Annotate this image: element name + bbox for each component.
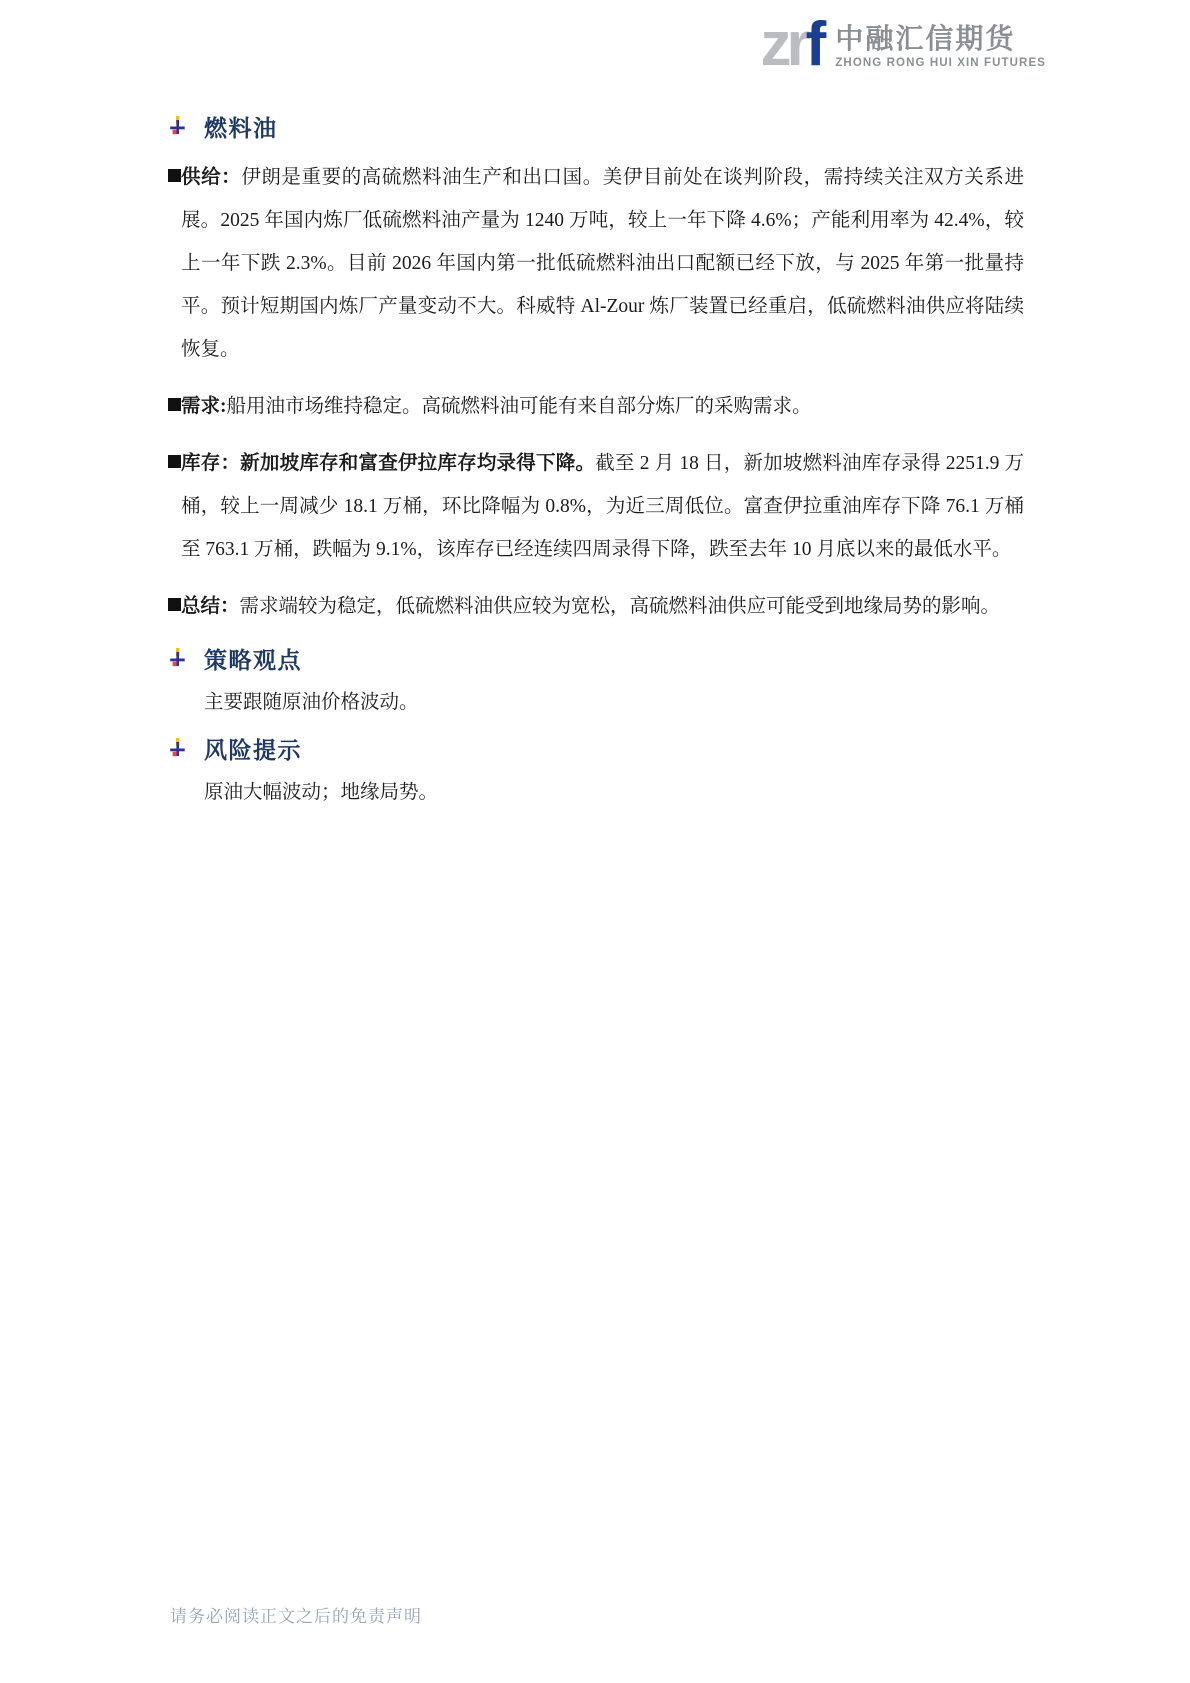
report-body xyxy=(168,96,1024,820)
section-title-fuel-oil: 燃料油 xyxy=(204,115,278,141)
supply-text: 伊朗是重要的高硫燃料油生产和出口国。美伊目前处在谈判阶段，需持续关注双方关系进展。2025 年国内炼厂低硫燃料油产量为 1240 万吨，较上一年下降 4.6%；产能利用率为 42.4%，较上一年下跌 2.3%。目前 2026 年国内第一批低硫燃料油出口配额已经下放，与 2025 年第一批量持平。预计短期国内炼厂产量变动不大。科威特 Al-Zour 炼厂装置已经重启，低硫燃料油供应将陆续恢复。 xyxy=(181,167,1024,360)
strategy-paragraph: 主要跟随原油价格波动。 xyxy=(204,692,419,713)
demand-paragraph xyxy=(181,385,1024,428)
section-title-risk: 风险提示 xyxy=(204,737,302,763)
arrow-marker-icon xyxy=(168,738,187,759)
summary-paragraph xyxy=(181,585,1024,628)
section-heading-strategy xyxy=(168,642,1024,675)
footer-disclaimer: 请务必阅读正文之后的免责声明 xyxy=(170,1607,422,1626)
logo-zrf-mark xyxy=(760,10,836,79)
summary-text: 需求端较为稳定，低硫燃料油供应较为宽松，高硫燃料油供应可能受到地缘局势的影响。 xyxy=(239,596,1001,617)
square-bullet-icon xyxy=(168,455,181,468)
section-title-strategy: 策略观点 xyxy=(204,647,302,673)
bullet-demand xyxy=(168,385,1024,428)
bullet-supply xyxy=(168,156,1024,371)
square-bullet-icon xyxy=(168,598,181,611)
bullet-inventory xyxy=(168,442,1024,571)
logo-zr-letters: zr xyxy=(760,10,806,79)
company-name-en: ZHONG RONG HUI XIN FUTURES xyxy=(835,56,1046,69)
inventory-text: 截至 2 月 18 日，新加坡燃料油库存录得 2251.9 万桶，较上一周减少 18.1 万桶，环比降幅为 0.8%，为近三周低位。富查伊拉重油库存下降 76.1 万桶至 763.1 万桶，跌幅为 9.1%，该库存已经连续四周录得下降，跌至去年 10 月底以来的最低水平。 xyxy=(181,453,1024,560)
inventory-paragraph xyxy=(181,442,1024,571)
summary-label: 总结： xyxy=(181,596,240,617)
company-logo xyxy=(760,10,1046,79)
square-bullet-icon xyxy=(168,398,181,411)
demand-label: 需求: xyxy=(181,396,227,417)
section-heading-fuel-oil xyxy=(168,110,1024,143)
logo-text-block xyxy=(835,24,1046,70)
bullet-summary xyxy=(168,585,1024,628)
supply-label: 供给： xyxy=(181,167,242,188)
square-bullet-icon xyxy=(168,169,181,182)
risk-paragraph: 原油大幅波动；地缘局势。 xyxy=(204,782,439,803)
supply-paragraph xyxy=(181,156,1024,371)
section-heading-risk xyxy=(168,732,1024,765)
logo-f-letter: f xyxy=(805,10,822,79)
demand-text: 船用油市场维持稳定。高硫燃料油可能有来自部分炼厂的采购需求。 xyxy=(226,396,812,417)
arrow-marker-icon xyxy=(168,648,187,669)
inventory-label: 库存：新加坡库存和富查伊拉库存均录得下降。 xyxy=(181,453,596,474)
company-name-cn: 中融汇信期货 xyxy=(835,23,1016,55)
arrow-marker-icon xyxy=(168,116,187,137)
